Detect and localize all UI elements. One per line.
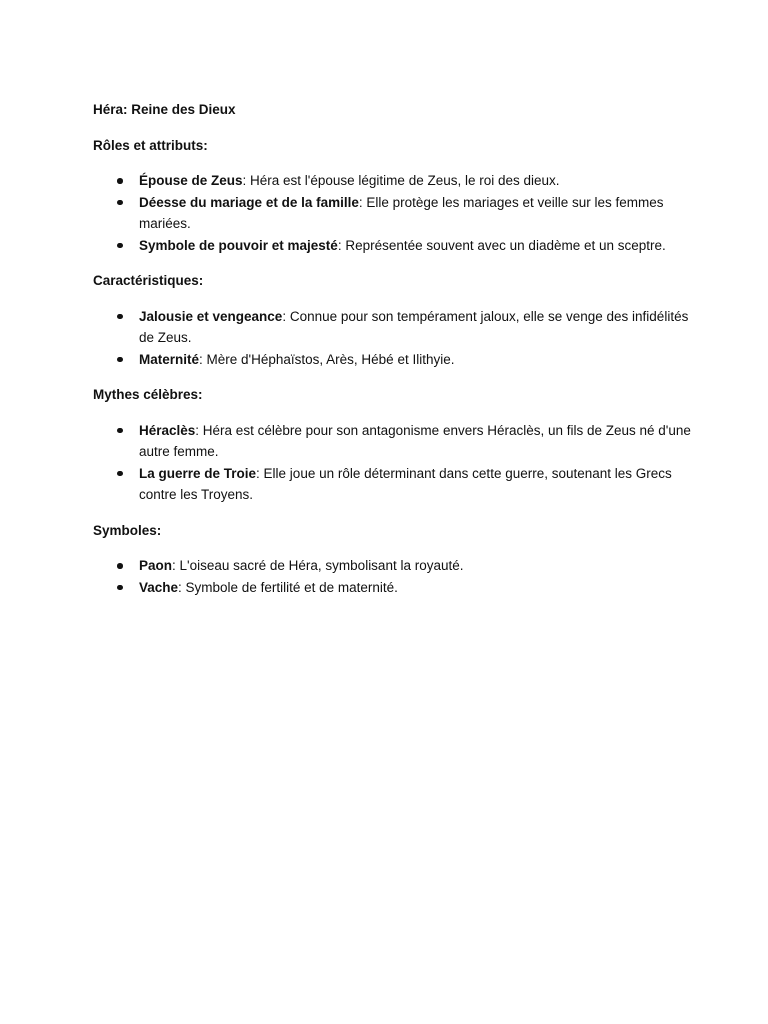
item-term: La guerre de Troie	[139, 465, 257, 481]
list-item	[139, 170, 693, 192]
bullet-list	[93, 420, 693, 506]
section-symbols	[93, 520, 693, 599]
bullet-list	[93, 170, 693, 256]
item-text: : Héra est l'épouse légitime de Zeus, le roi des dieux.	[242, 173, 560, 188]
item-term: Héraclès	[139, 422, 196, 438]
item-term: Maternité	[139, 351, 200, 367]
section-characteristics	[93, 270, 693, 370]
item-text: : Elle protège les mariages et veille sur les femmes mariées.	[139, 194, 664, 231]
list-item	[139, 192, 693, 235]
section-heading: Caractéristiques:	[93, 273, 204, 288]
item-text: : Représentée souvent avec un diadème et un sceptre.	[337, 237, 666, 253]
item-term: Vache	[139, 579, 179, 595]
list-item	[139, 235, 693, 257]
list-item	[139, 463, 693, 506]
document-page	[93, 99, 693, 612]
list-item	[139, 420, 693, 463]
item-text: : L'oiseau sacré de Héra, symbolisant la royauté.	[172, 558, 464, 573]
item-term: Symbole de pouvoir et majesté	[139, 237, 338, 253]
item-term: Déesse du mariage et de la famille	[139, 194, 359, 210]
section-heading: Symboles:	[93, 522, 162, 538]
section-myths	[93, 384, 693, 506]
document-title: Héra: Reine des Dieux	[93, 102, 236, 117]
item-text: : Elle joue un rôle déterminant dans cette guerre, soutenant les Grecs contre les Troyens.	[139, 465, 672, 502]
section-heading: Rôles et attributs:	[93, 137, 208, 153]
item-text: : Connue pour son tempérament jaloux, elle se venge des infidélités de Zeus.	[139, 308, 689, 345]
list-item	[139, 555, 693, 577]
list-item	[139, 306, 693, 349]
item-text: : Héra est célèbre pour son antagonisme envers Héraclès, un fils de Zeus né d'une autre femme.	[139, 422, 691, 459]
item-term: Paon	[139, 558, 173, 573]
bullet-list	[93, 306, 693, 371]
bullet-list	[93, 555, 693, 598]
section-heading: Mythes célèbres:	[93, 387, 203, 402]
section-roles	[93, 135, 693, 257]
item-term: Jalousie et vengeance	[139, 308, 283, 324]
item-term: Épouse de Zeus	[139, 173, 243, 188]
list-item	[139, 577, 693, 599]
item-text: : Mère d'Héphaïstos, Arès, Hébé et Ilithyie.	[199, 351, 455, 367]
item-text: : Symbole de fertilité et de maternité.	[178, 579, 398, 595]
list-item	[139, 349, 693, 371]
